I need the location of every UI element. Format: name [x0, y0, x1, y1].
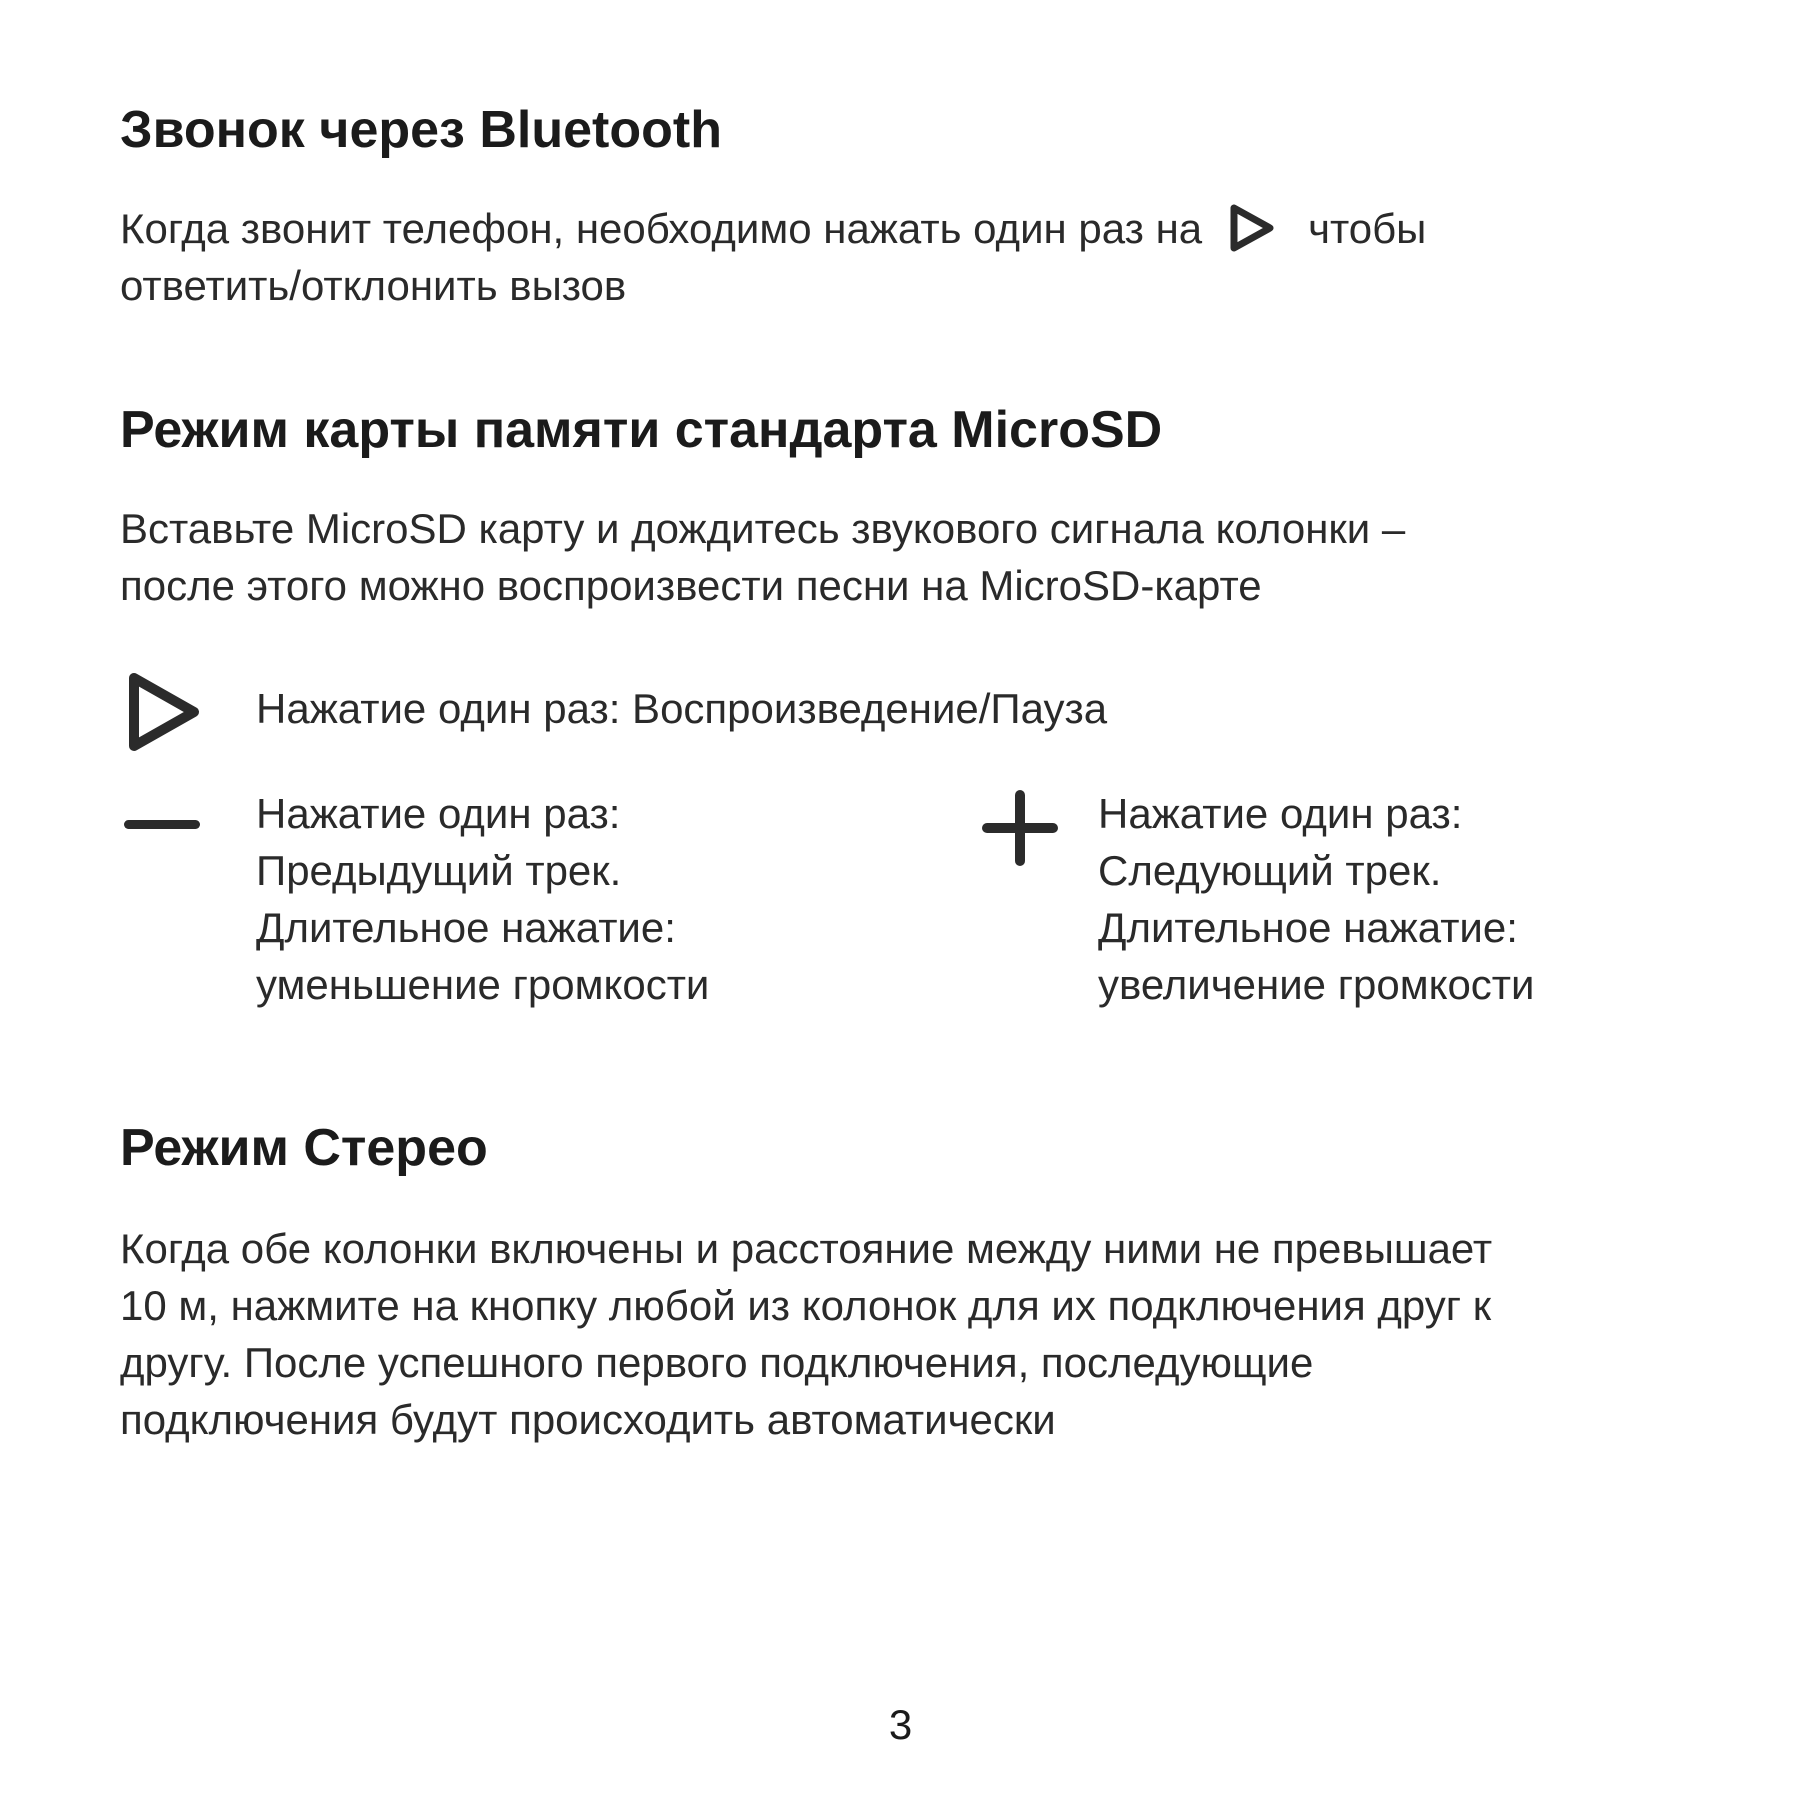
microsd-text-line2: после этого можно воспроизвести песни на MicroSD-карте — [120, 562, 1262, 609]
bluetooth-call-text-after-icon: чтобы — [1308, 205, 1427, 252]
minus-control-text — [256, 785, 709, 1013]
minus-control-line: Нажатие один раз: — [256, 790, 621, 837]
plus-control-line: увеличение громкости — [1098, 961, 1535, 1008]
plus-control-text — [1098, 785, 1535, 1013]
minus-control-line: Предыдущий трек. — [256, 847, 622, 894]
plus-control-line: Нажатие один раз: — [1098, 790, 1463, 837]
play-control-text: Нажатие один раз: Воспроизведение/Пауза — [256, 685, 1108, 732]
stereo-text-line1: Когда обе колонки включены и расстояние между ними не превышает — [120, 1225, 1493, 1272]
stereo-heading: Режим Стерео — [120, 1119, 488, 1177]
bluetooth-call-heading: Звонок через Bluetooth — [120, 101, 722, 159]
stereo-text-line4: подключения будут происходить автоматически — [120, 1396, 1056, 1443]
bluetooth-call-text-before-icon: Когда звонит телефон, необходимо нажать один раз на — [120, 205, 1203, 252]
plus-control-line: Следующий трек. — [1098, 847, 1442, 894]
play-icon — [124, 670, 204, 754]
stereo-text-line3: другу. После успешного первого подключения, последующие — [120, 1339, 1314, 1386]
page-number: 3 — [888, 1701, 913, 1748]
stereo-text-line2: 10 м, нажмите на кнопку любой из колонок для их подключения друг к — [120, 1282, 1492, 1329]
bluetooth-call-text-line1 — [120, 200, 1426, 257]
microsd-text-line1: Вставьте MicroSD карту и дождитесь звукового сигнала колонки – — [120, 505, 1406, 552]
minus-control-line: Длительное нажатие: — [256, 904, 676, 951]
bluetooth-call-text-line2: ответить/отклонить вызов — [120, 262, 627, 309]
play-icon — [1224, 201, 1278, 255]
plus-control-line: Длительное нажатие: — [1098, 904, 1518, 951]
minus-icon — [124, 818, 200, 832]
plus-icon — [982, 790, 1058, 866]
minus-control-line: уменьшение громкости — [256, 961, 710, 1008]
microsd-heading: Режим карты памяти стандарта MicroSD — [120, 401, 1163, 459]
